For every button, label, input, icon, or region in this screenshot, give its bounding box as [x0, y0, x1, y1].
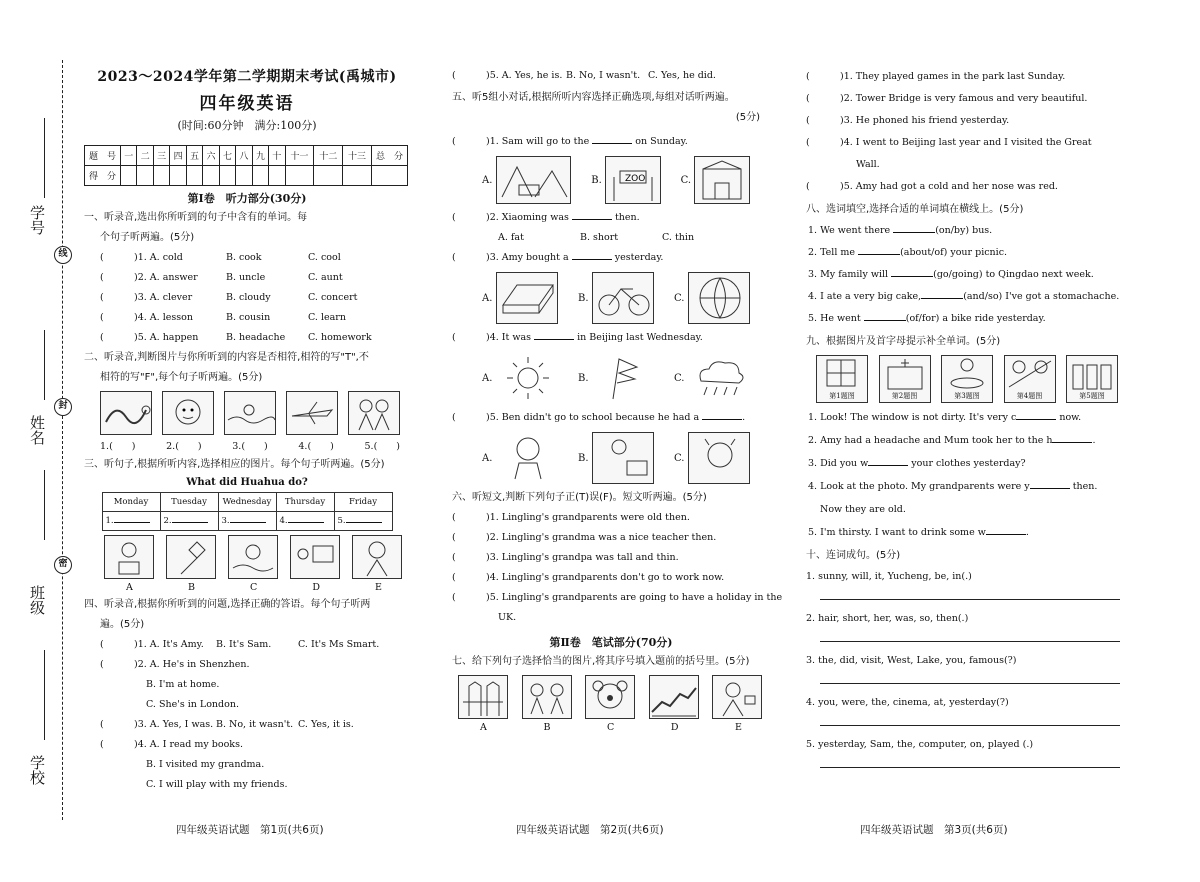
seal-secret: 密 — [54, 556, 72, 574]
question-row: ( )5. A. happen B. headache C. homework — [100, 332, 372, 343]
girl-swimming-picture — [228, 535, 278, 579]
section-10-items: 1. sunny, will, it, Yucheng, be, in(.) 2. hair, short, her, was, so, then(.) 3. the, did, visit, West, Lake, you, famous(?) 4. you, were, the, cinema, at, yesterday(?) 5. yesterday, Sam, the, computer, on, played (.) — [806, 566, 1124, 768]
part-1-title: 第Ⅰ卷 听力部分(30分) — [187, 192, 307, 205]
section-3-pictures — [84, 535, 410, 579]
kite-picture — [166, 535, 216, 579]
section-8-items: 1. We went there (on/by) bus. 2. Tell me (about/of) your picnic. 3. My family will (go/going) to Qingdao next week. 4. I ate a very big cake, (and/so) I've got a stomachache. 5. He went (of/for) a bike ride yesterday. — [808, 225, 1120, 324]
boy-face-picture — [162, 391, 214, 435]
section-6-title: 六、听短文,判断下列句子正(T)误(F)。短文听两遍。(5分) — [452, 492, 707, 503]
young-old-picture: 第4题图 — [1004, 355, 1056, 403]
tower-bridge-picture — [458, 675, 508, 719]
page-3-column: ( )1. They played games in the park last Sunday. ( )2. Tower Bridge is very famous and very beautiful. ( )3. He phoned his friend yesterday. ( )4. I went to Beijing last year and I visited the Great Wall. ( )5. Amy had got a cold and her nose was red. 八、选词填空,选择合适的单词填在横线上。(5分) 1. We went there (on/by) bus. 2. Tell me (about/of) your picnic. 3. My family will (go/going) to Qingdao next week. 4. I ate a very big cake, (and/so) I've got a stomachache. 5. He went (of/for) a bike ride yesterday. 九、根据图片及首字母提示补全单词。(5分) 第1题图 第2题图 第3题图 第4题图 第5题图 1. Look! The window is not dirty. It's very c now. 2. Amy had a headache and Mum took her to the h . 3. Did you w your clothes yesterday? 4. Look at the photo. My grandparents were y then. Now they are old. 5. I'm thirsty. I want to drink some w . 十、连词成句。(5分) 1. sunny, will, it, Yucheng, be, in(.) 2. hair, short, her, was, so, then(.) 3. the, did, visit, West, Lake, you, famous(?) 4. you, were, the, cinema, at, yesterday(?) 5. yesterday, Sam, the, computer, on, played (.) — [806, 66, 1124, 776]
section-9-title: 九、根据图片及首字母提示补全单词。(5分) — [806, 336, 1001, 347]
section-1-items — [84, 248, 410, 348]
margin-line — [44, 650, 45, 740]
headache-picture — [688, 432, 750, 484]
girl-picture — [352, 535, 402, 579]
svg-text:ZOO: ZOO — [625, 174, 646, 184]
margin-line — [44, 118, 45, 198]
exam-subject: 四年级英语 — [199, 94, 295, 114]
section-7-title: 七、给下列句子选择恰当的图片,将其序号填入题前的括号里。(5分) — [452, 656, 750, 667]
water-bottles-picture: 第5题图 — [1066, 355, 1118, 403]
seal-line: 线 — [54, 246, 72, 264]
page-footer-2: 四年级英语试题 第2页(共6页) — [516, 824, 664, 836]
windy-picture — [592, 352, 654, 404]
q5-1-options: A. B. ZOO C. — [482, 156, 770, 204]
seal-seal: 封 — [54, 398, 72, 416]
cinema-picture — [694, 156, 750, 204]
section-9-pictures — [806, 355, 1124, 403]
margin-label-student-id: 学号 — [28, 205, 46, 235]
section-3-labels: A B C D E — [126, 582, 382, 593]
book-picture — [496, 272, 558, 324]
girl-reading-picture — [104, 535, 154, 579]
section-1-title: 一、听录音,选出你所听到的句子中含有的单词。每 个句子听两遍。(5分) — [84, 212, 308, 243]
section-7-pictures — [452, 675, 770, 719]
section-3-title: 三、听句子,根据所听内容,选择相应的图片。每个句子听两遍。(5分) — [84, 459, 385, 470]
section-2-pictures — [84, 391, 410, 435]
section-9-items: 1. Look! The window is not dirty. It's very c now. 2. Amy had a headache and Mum took her to the h . 3. Did you w your clothes yesterday? 4. Look at the photo. My grandparents were y then. Now they are old. 5. I'm thirsty. I want to drink some w . — [808, 412, 1098, 538]
part-2-title: 第Ⅱ卷 笔试部分(70分) — [549, 636, 673, 649]
q5-5-options: A. B. C. — [482, 432, 770, 484]
answer-line[interactable] — [820, 588, 1120, 600]
section-8-title: 八、选词填空,选择合适的单词填在横线上。(5分) — [806, 204, 1024, 215]
page-footer-3: 四年级英语试题 第3页(共6页) — [860, 824, 1008, 836]
score-table: 题 号 一 二 三 四 五 六 七 八 九 十 十一 十二 十三 总 分 得 分 — [84, 145, 408, 186]
plane-picture — [286, 391, 338, 435]
window-picture: 第1题图 — [816, 355, 868, 403]
question-row: ( )1. A. cold B. cook C. cool — [100, 252, 341, 263]
bike-picture — [592, 272, 654, 324]
page-footer-1: 四年级英语试题 第1页(共6页) — [176, 824, 324, 836]
tv-picture — [290, 535, 340, 579]
phone-picture — [592, 432, 654, 484]
dragon-dance-picture — [100, 391, 152, 435]
zoo-picture — [605, 156, 661, 204]
section-2-title: 二、听录音,判断图片与你所听到的内容是否相符,相符的写"T",不 相符的写"F",每个句子听两遍。(5分) — [84, 352, 369, 383]
swimming-picture — [224, 391, 276, 435]
q5-4-options: A. B. C. — [482, 352, 770, 404]
margin-label-class: 班级 — [28, 585, 46, 615]
section-7-labels: A B C D E — [480, 722, 742, 733]
answer-line[interactable] — [820, 630, 1120, 642]
playing-games-picture — [522, 675, 572, 719]
exam-title: 2023～2024学年第二学期期末考试(禹城市) — [97, 69, 397, 85]
sunny-picture — [496, 352, 558, 404]
section-4-title: 四、听录音,根据你所听到的问题,选择正确的答语。每个句子听两 遍。(5分) — [84, 599, 371, 630]
rainy-picture — [688, 352, 750, 404]
answer-line[interactable] — [820, 714, 1120, 726]
question-row: ( )2. A. answer B. uncle C. aunt — [100, 272, 343, 283]
washing-clothes-picture: 第3题图 — [941, 355, 993, 403]
answer-line[interactable] — [820, 756, 1120, 768]
exam-info: (时间:60分钟 满分:100分) — [177, 119, 317, 132]
phoning-picture — [712, 675, 762, 719]
section-10-title: 十、连词成句。(5分) — [806, 550, 901, 561]
q5-3-options: A. B. C. — [482, 272, 770, 324]
stomachache-picture — [496, 432, 558, 484]
ball-picture — [688, 272, 750, 324]
section-2-labels: 1.( ) 2.( ) 3.( ) 4.( ) 5.( ) — [100, 441, 400, 452]
cold-nose-picture — [585, 675, 635, 719]
cut-line — [62, 60, 63, 820]
section-5-title: 五、听5组小对话,根据所听内容选择正确选项,每组对话听两遍。 — [452, 92, 735, 103]
margin-label-school: 学校 — [28, 755, 46, 785]
section-3-question: What did Huahua do? — [186, 477, 308, 488]
question-row: ( )3. A. clever B. cloudy C. concert — [100, 292, 358, 303]
page-2-column: ( )5. A. Yes, he is. B. No, I wasn't. C. Yes, he did. 五、听5组小对话,根据所听内容选择正确选项,每组对话听两遍。 (5分) ( )1. Sam will go to the on Sunday. A. B. ZOO C. ( )2. Xiaoming was then. A. fat B. short C. thin ( )3. Amy bought a yesterday. A. B. C. ( )4. It was in Beijing last Wednesday. A. B. C. ( )5. Ben didn't go to school because he had a . A. B. C. 六、听短文,判断下列句子正(T)误(F)。短文听两遍。(5分) ( )1. Lingling's grandparents were old then. ( )2. Lingling's grandma was a nice teacher then. ( )3. Lingling's grandpa was tall and thin. ( )4. Lingling's grandparents don't go to work now. ( )5. Lingling's grandparents are going to have a holiday in the UK. 第Ⅱ卷 笔试部分(70分) 七、给下列句子选择恰当的图片,将其序号填入题前的括号里。(5分) A B C D E — [452, 70, 783, 733]
week-table: Monday Tuesday Wednesday Thursday Friday 1. 2. 3. 4. 5. — [102, 492, 393, 531]
margin-line — [44, 470, 45, 540]
binding-margin — [0, 0, 80, 882]
section-4-items: ( )1. A. It's Amy. B. It's Sam. C. It's Ms Smart. ( )2. A. He's in Shenzhen. B. I'm at home. C. She's in London. ( )3. A. Yes, I was. B. No, it wasn't. C. Yes, it is. ( )4. A. I read my books. B. I visited my grandma. C. I will play with my friends. — [100, 639, 380, 790]
park-picture — [496, 156, 571, 204]
answer-line[interactable] — [820, 672, 1120, 684]
great-wall-picture — [649, 675, 699, 719]
margin-label-name: 姓名 — [28, 415, 46, 445]
hospital-picture: 第2题图 — [879, 355, 931, 403]
margin-line — [44, 330, 45, 400]
children-picture — [348, 391, 400, 435]
question-row: ( )4. A. lesson B. cousin C. learn — [100, 312, 346, 323]
page-1-column — [84, 62, 410, 795]
